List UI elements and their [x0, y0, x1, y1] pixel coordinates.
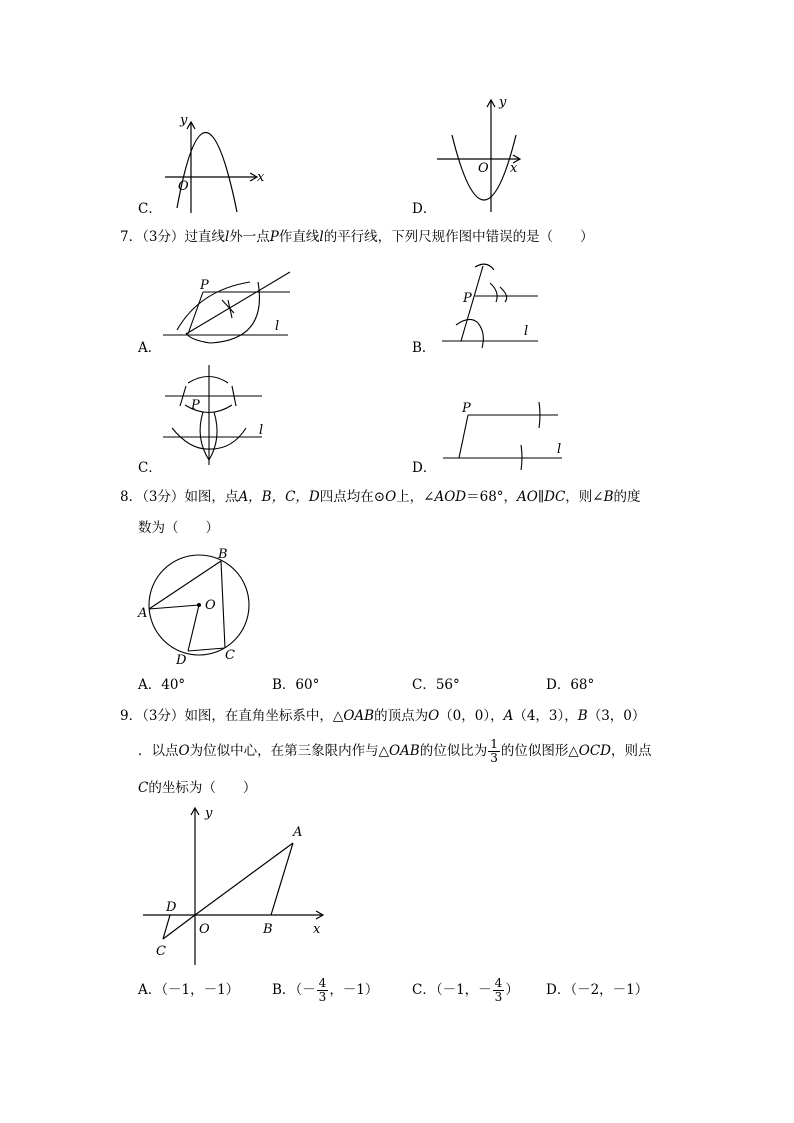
q7-option-b-label: B． — [412, 340, 436, 356]
q9-option-b-fraction: $\frac{4}{3}$ — [318, 976, 327, 1004]
q9-stem-line2: ．以点O为位似中心，在第三象限内作与△OAB的位似比为 $\frac{1}{3}$ 的位似图形△OCD，则点 — [138, 737, 652, 765]
q8-option-c: C．56° — [412, 677, 460, 693]
q9-option-b: B．（－ $\frac{4}{3}$ ，－1） — [272, 976, 379, 1004]
q9-stem-line1: 9．（3分）如图，在直角坐标系中，△OAB的顶点为O（0，0），A（4，3），B（3，0） — [120, 708, 646, 724]
q9-stem-line3: C的坐标为（ ） — [138, 780, 257, 796]
q7c-line-label: l — [259, 423, 264, 438]
q7-option-c-label: C． — [138, 460, 162, 476]
q7a-line-label: l — [275, 319, 280, 334]
q7-stem: 7．（3分）过直线l外一点P作直线l的平行线，下列尺规作图中错误的是（ ） — [120, 229, 594, 245]
q9-number: 9．（3分） — [120, 708, 185, 724]
q7b-line-label: l — [524, 324, 529, 339]
q8-label-c: C — [225, 648, 235, 663]
q9-label-a: A — [293, 825, 303, 840]
q9-label-o: O — [199, 922, 210, 937]
q9-label-b: B — [263, 922, 273, 937]
q6-option-c-label: C． — [138, 201, 162, 217]
q7d-line-label: l — [557, 442, 562, 457]
q8-option-d: D．68° — [546, 677, 595, 693]
q9-option-c: C．（－1，－ $\frac{4}{3}$ ） — [412, 976, 519, 1004]
q8-option-a: A．40° — [138, 677, 186, 693]
q8-option-b: B．60° — [272, 677, 320, 693]
q7-number: 7．（3分） — [120, 229, 185, 245]
q9-ratio-fraction: $\frac{1}{3}$ — [490, 737, 498, 765]
q6c-x-label: x — [257, 170, 265, 185]
q7d-point-label: P — [462, 401, 471, 416]
q7-option-d-label: D． — [412, 460, 437, 476]
q7b-point-label: P — [463, 291, 472, 306]
q8-label-d: D — [176, 653, 187, 668]
q6c-y-label: y — [180, 113, 188, 128]
q8-label-a: A — [138, 606, 148, 621]
q6c-origin-label: O — [178, 179, 189, 194]
q8-stem-line2: 数为（ ） — [138, 520, 219, 536]
q7-option-a-label: A． — [138, 340, 162, 356]
q6d-x-label: x — [510, 161, 518, 176]
q8-label-b: B — [218, 547, 228, 562]
q9-option-c-fraction: $\frac{4}{3}$ — [494, 976, 503, 1004]
q6-option-d-label: D． — [412, 201, 437, 217]
q8-label-o: O — [205, 598, 216, 613]
q6d-origin-label: O — [478, 161, 489, 176]
q7c-point-label: P — [191, 398, 200, 413]
q9-label-y: y — [205, 806, 213, 821]
q8-number: 8．（3分） — [120, 489, 185, 505]
q9-label-x: x — [313, 922, 321, 937]
q9-label-c: C — [156, 944, 166, 959]
q9-label-d: D — [166, 900, 177, 915]
q9-option-a: A．（－1，－1） — [138, 982, 240, 998]
q9-option-d: D．（－2，－1） — [546, 982, 649, 998]
q7a-point-label: P — [200, 278, 209, 293]
q8-stem-line1: 8．（3分）如图，点A，B，C，D四点均在⊙O上，∠AOD＝68°，AO∥DC，则∠B的度 — [120, 489, 641, 505]
q6d-y-label: y — [499, 95, 507, 110]
